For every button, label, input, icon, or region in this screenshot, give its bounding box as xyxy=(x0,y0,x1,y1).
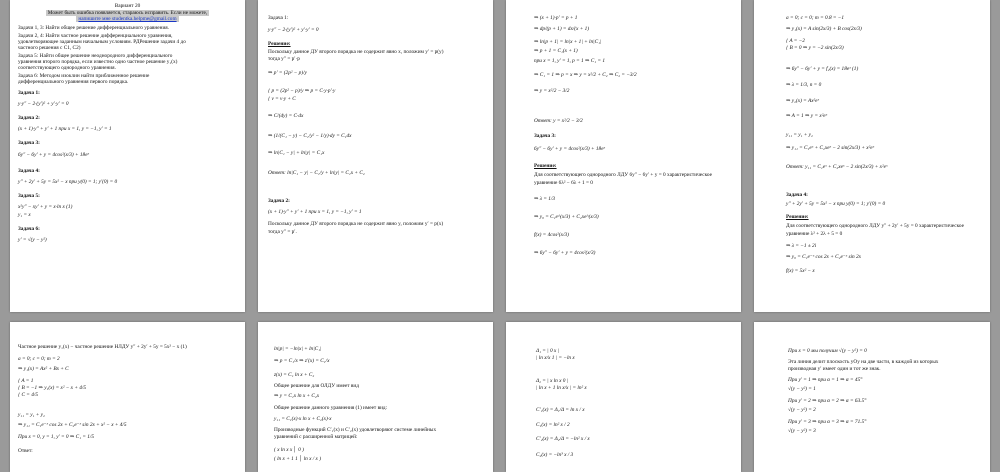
page-1-line-20: y″ + 2y′ + 5y = 5x² − x при y(0) = 1; y′(0) = 0 xyxy=(18,179,118,185)
page-1-line-16: (x + 1)·y″ + y′ + 1 при x = 1, y = −1, y′ = 1 xyxy=(18,126,112,132)
page-1-line-6: удовлетворяющее заданным начальным условиям. РДРешение задачи 4 до xyxy=(18,39,186,45)
page-7-line-7: C′₂(x) = Δ₂/Δ = −ln² x / x xyxy=(536,436,590,442)
page-4-line-17: ⇒ λ = −1 ± 2i xyxy=(786,243,817,249)
page-6-line-10: ( x ln x x │ 0 ) xyxy=(274,447,304,453)
page-1-line-21: Задача 5: xyxy=(18,193,40,199)
page-1-line-1: Вариант 20 xyxy=(114,3,141,9)
page-2-line-14: (x + 1)·y″ + y′ + 1 при x = 1, y = −1, y′ = 1 xyxy=(268,209,362,215)
page-3-line-12: Для соответствующего однородного ЛДУ 6y″ − 6y′ + y = 0 характеристическое xyxy=(534,172,712,178)
page-4-line-16: уравнение λ² + 2λ + 5 = 0 xyxy=(786,231,843,237)
page-2-line-7: { p = (2p² − p)/y ⇒ p = C·y·p′·y xyxy=(268,88,336,94)
page-5-line-2: a = 0; c = 0; m = 2 xyxy=(18,356,60,362)
page-3-line-4: ⇒ p + 1 = C₁(x + 1) xyxy=(534,48,578,54)
page-3-line-10: 6y″ − 6y′ + y = 4cos²(x/3) + 18eˣ xyxy=(534,146,606,152)
page-3-line-11: Решение: xyxy=(534,163,557,169)
page-5-line-6: { C = 4/5 xyxy=(18,392,38,398)
page-8-line-2: Эта линия делит плоскость yOy на две части, в каждой из которых xyxy=(788,359,939,365)
page-1-line-5: Задачи 2, 4: Найти частное решение дифференциального уравнения, xyxy=(18,33,173,39)
page-5-line-10: Ответ: xyxy=(18,448,33,454)
page-7-line-1: Δ₁ = | 0 x | xyxy=(536,348,560,354)
page-3-line-16: f(x) = 4cos²(x/3) xyxy=(534,232,569,238)
page-4-line-11: Ответ: y₁₁ = C₁eˣ + C₂xeˣ − 2 sin(2x/3) + x²eˣ xyxy=(786,164,888,170)
page-7-line-5: C′₁(x) = Δ₁/Δ = ln x / x xyxy=(536,407,585,413)
email-link[interactable]: напишите мне studentka.helpme@gmail.com xyxy=(78,16,177,22)
page-1-line-24: Задача 6: xyxy=(18,226,40,232)
page-8-line-3: производная y′ имеет один и тот же знак. xyxy=(788,366,881,372)
page-4-line-18: ⇒ y₀ = C₁e⁻ˣ cos 2x + C₂e⁻ˣ sin 2x xyxy=(786,254,861,260)
page-2-line-13: Задача 2: xyxy=(268,198,290,204)
page-6-line-11: ( ln x + 1 1 │ ln x / x ) xyxy=(274,456,321,462)
page-1-line-8: Задача 5: Найти общее решение неоднородного дифференциального xyxy=(18,53,173,59)
page-1-line-10: соответствующего однородного уравнения. xyxy=(18,65,116,71)
page-1-line-13: Задача 1: xyxy=(18,90,40,96)
page-5-line-1: Частное решение y₁(x) − частное решение НЛДУ y″ + 2y′ + 5y = 5x² − x (1) xyxy=(18,344,187,350)
highlighted-note: Может быть ошибка появляется, стараюсь исправить. Если не можете, xyxy=(47,10,208,16)
document-page-5 xyxy=(10,322,245,472)
page-5-line-4: { A = 1 xyxy=(18,378,34,384)
page-6-line-5: ⇒ y = C₁x ln x + C₂x xyxy=(274,393,320,399)
page-4-line-8: ⇒ A = 1 ⇒ y = x²eˣ xyxy=(786,113,828,119)
page-3-line-15: ⇒ y₀ = C₁e^(x/3) + C₂xe^(x/3) xyxy=(534,214,599,220)
document-page-2 xyxy=(258,0,493,312)
page-2-line-4: Поскольку данное ДУ второго порядка не содержит явно x, положим y′ = p(y) xyxy=(268,49,444,55)
page-1-line-11: Задача 6: Методом изоклин найти приближенное решение xyxy=(18,73,150,79)
document-page-7 xyxy=(506,322,741,472)
page-4-line-13: y″ + 2y′ + 5y = 5x² − x при y(0) = 1; y′(0) = 0 xyxy=(786,201,886,207)
page-2-line-15: Поскольку данное ДУ второго порядка не содержит явно y, положим y′ = p(x) xyxy=(268,221,444,227)
page-8-line-1: При x = 0 мы получим √(y − y²) = 0 xyxy=(788,348,867,354)
page-4-line-3: { A = −2 xyxy=(786,38,805,44)
page-8-line-4: При y′ = 1 ⇒ при α = 1 ⇒ α = 45° xyxy=(788,377,863,383)
document-page-8 xyxy=(754,322,990,472)
page-6-line-2: ⇒ p = C₁/x ⇒ z′(x) = C₁/x xyxy=(274,358,330,364)
page-1-line-18: 6y″ − 6y′ + y = 4cos²(x/3) + 18eˣ xyxy=(18,152,90,158)
page-2-line-5: тогда y″ = p′·p xyxy=(268,56,300,62)
page-3-line-14: ⇒ λ = 1/3 xyxy=(534,196,556,202)
document-page-6 xyxy=(258,322,493,472)
page-3-line-17: ⇒ 6y″ − 6y′ + y = 4cos²(x/3) xyxy=(534,250,596,256)
page-7-line-3: Δ₂ = | x ln x 0 | xyxy=(536,378,569,384)
page-2-line-6: ⇒ p′ = (2p² − p)/y xyxy=(268,70,307,76)
page-6-line-4: Общее решение для ОЛДУ имеет вид xyxy=(274,383,359,389)
page-7-line-2: | ln x/x 1 | = −ln x xyxy=(536,355,575,361)
page-1-line-12: дифференциального уравнения первого порядка. xyxy=(18,79,129,85)
page-3-line-7: ⇒ y = x²/2 − 3/2 xyxy=(534,88,570,94)
page-3-line-13: уравнение 6λ² − 6λ + 1 = 0 xyxy=(534,180,593,186)
page-7-line-6: C₁(x) = ln² x / 2 xyxy=(536,422,570,428)
page-2-line-16: тогда y″ = p′. xyxy=(268,229,297,235)
page-8-line-5: √(y − y²) = 1 xyxy=(788,386,816,392)
page-4-line-10: ⇒ y₁₁ = C₁eˣ + C₂xeˣ − 2 sin(2x/3) + x²eˣ xyxy=(786,145,875,151)
page-3-line-1: ⇒ (x + 1)·p′ = p + 1 xyxy=(534,15,578,21)
document-page-3 xyxy=(506,0,741,312)
page-4-line-7: ⇒ y₂(x) = Ax²eˣ xyxy=(786,98,819,104)
page-1-line-9: уравнения второго порядка, если известно одно частное решение y₁(x) xyxy=(18,59,178,65)
page-2-line-11: ⇒ ln|C₁ − y| + ln|y| = C₁x xyxy=(268,150,325,156)
page-4-line-5: ⇒ 6y″ − 6y′ + y = f₂(x) = 18eˣ (1) xyxy=(786,66,859,72)
page-6-line-9: уравнений с расширенной матрицей: xyxy=(274,434,358,440)
page-1-line-17: Задача 3: xyxy=(18,140,40,146)
document-page-1 xyxy=(10,0,245,312)
page-6-line-8: Производные функций C′₁(x) и C′₂(x) удовлетворяют системе линейных xyxy=(274,427,437,433)
page-4-line-4: { B = 0 ⇒ y = −2 sin(2x/3) xyxy=(786,45,844,51)
page-3-line-8: Ответ: y = x²/2 − 3/2 xyxy=(534,118,583,124)
page-8-line-8: При y′ = 3 ⇒ при α = 3 ⇒ α = 71.5° xyxy=(788,419,867,425)
page-8-line-7: √(y − y²) = 2 xyxy=(788,407,816,413)
document-page-4 xyxy=(754,0,990,312)
page-1-line-7: частного решения с С1, С2) xyxy=(18,45,81,51)
page-7-line-4: | ln x + 1 ln x/x | = ln² x xyxy=(536,385,587,391)
page-4-line-12: Задача 4: xyxy=(786,192,808,198)
page-3-line-5: при x = 1, y′ = 1, p = 1 ⇒ C₁ = 1 xyxy=(534,58,606,64)
page-1-line-15: Задача 2: xyxy=(18,115,40,121)
page-2-line-2: y·y″ − 2·(y′)² + y′·y′ = 0 xyxy=(268,27,319,33)
page-6-line-3: z(x) = C₁ ln x + C₂ xyxy=(274,372,315,378)
page-4-line-15: Для соответствующего однородного ЛДУ y″ + 2y′ + 5y = 0 характеристическое xyxy=(786,223,964,229)
page-6-line-7: y₁₁ = C₁(x)·x ln x + C₂(x)·x xyxy=(274,416,332,422)
page-2-line-12: Ответ: ln|C₁ − y| − C₁/y + ln|y| = C₁x + C₂ xyxy=(268,170,365,176)
page-1-line-23: y₁ = x xyxy=(18,212,31,218)
page-1-line-14: y·y″ − 2·(y′)² + y′·y′ = 0 xyxy=(18,101,69,107)
page-3-line-2: ⇒ dp/(p + 1) = dx/(x + 1) xyxy=(534,26,590,32)
page-4-line-19: f(x) = 5x² − x xyxy=(786,268,815,274)
page-5-line-8: ⇒ y₁₁ = C₁e⁻ˣ cos 2x + C₂e⁻ˣ sin 2x + x² − x + 4/5 xyxy=(18,422,127,428)
page-2-line-3: Решение: xyxy=(268,41,291,47)
page-8-line-9: √(y − y²) = 3 xyxy=(788,428,816,434)
page-1-line-3[interactable] xyxy=(10,16,245,22)
page-5-line-5: { B = −1 ⇒ y₁(x) = x² − x + 4/5 xyxy=(18,385,87,391)
page-4-line-1: a = 0; c = 0; m = 0.8 = −1 xyxy=(786,15,845,21)
page-6-line-1: ln|p| = −ln|x| + ln|C₁| xyxy=(274,346,322,352)
page-5-line-3: ⇒ y₁(x) = Ax² + Bx + C xyxy=(18,366,69,372)
page-5-line-7: y₁₁ = y₁ + y₂ xyxy=(18,412,45,418)
page-1-line-22: x²y″ − xy′ + y = x·ln x (1) xyxy=(18,204,73,210)
page-5-line-9: При x = 0, y = 1, y′ = 0 ⇒ C₁ = 1/5 xyxy=(18,434,95,440)
page-1-line-25: y′ = √(y − y²) xyxy=(18,237,47,243)
page-2-line-8: { v = v·y + C xyxy=(268,96,296,102)
page-4-line-14: Решение: xyxy=(786,214,809,220)
page-1-line-4: Задачи 1, 3: Найти общее решение дифференциального уравнения. xyxy=(18,25,170,31)
page-3-line-9: Задача 3: xyxy=(534,133,556,139)
page-1-line-19: Задача 4: xyxy=(18,168,40,174)
page-4-line-2: ⇒ y₁(x) = A sin(2x/3) + B cos(2x/3) xyxy=(786,26,862,32)
page-4-line-9: y₁₁ = y₁ + y₂ xyxy=(786,132,813,138)
page-6-line-6: Общее решение данного уравнения (1) имеет вид: xyxy=(274,405,388,411)
page-7-line-8: C₂(x) = −ln³ x / 3 xyxy=(536,452,574,458)
page-3-line-6: ⇒ C₁ = 1 ⇒ p = x ⇒ y = x²/2 + C₂ ⇒ C₂ = −3/2 xyxy=(534,72,637,78)
page-2-line-10: ⇒ (1/(C₁ − y) − C₁/y² − 1/y)·dy = C₁dx xyxy=(268,133,352,139)
page-8-line-6: При y′ = 2 ⇒ при α = 2 ⇒ α = 63.5° xyxy=(788,398,867,404)
page-2-line-1: Задача 1: xyxy=(268,15,289,21)
page-2-line-9: ⇒ C/(dy) = C·dx xyxy=(268,113,304,119)
page-4-line-6: ⇒ λ = 1/3, n = 0 xyxy=(786,82,822,88)
page-3-line-3: ⇒ ln|p + 1| = ln|x + 1| + ln|C₁| xyxy=(534,39,602,45)
